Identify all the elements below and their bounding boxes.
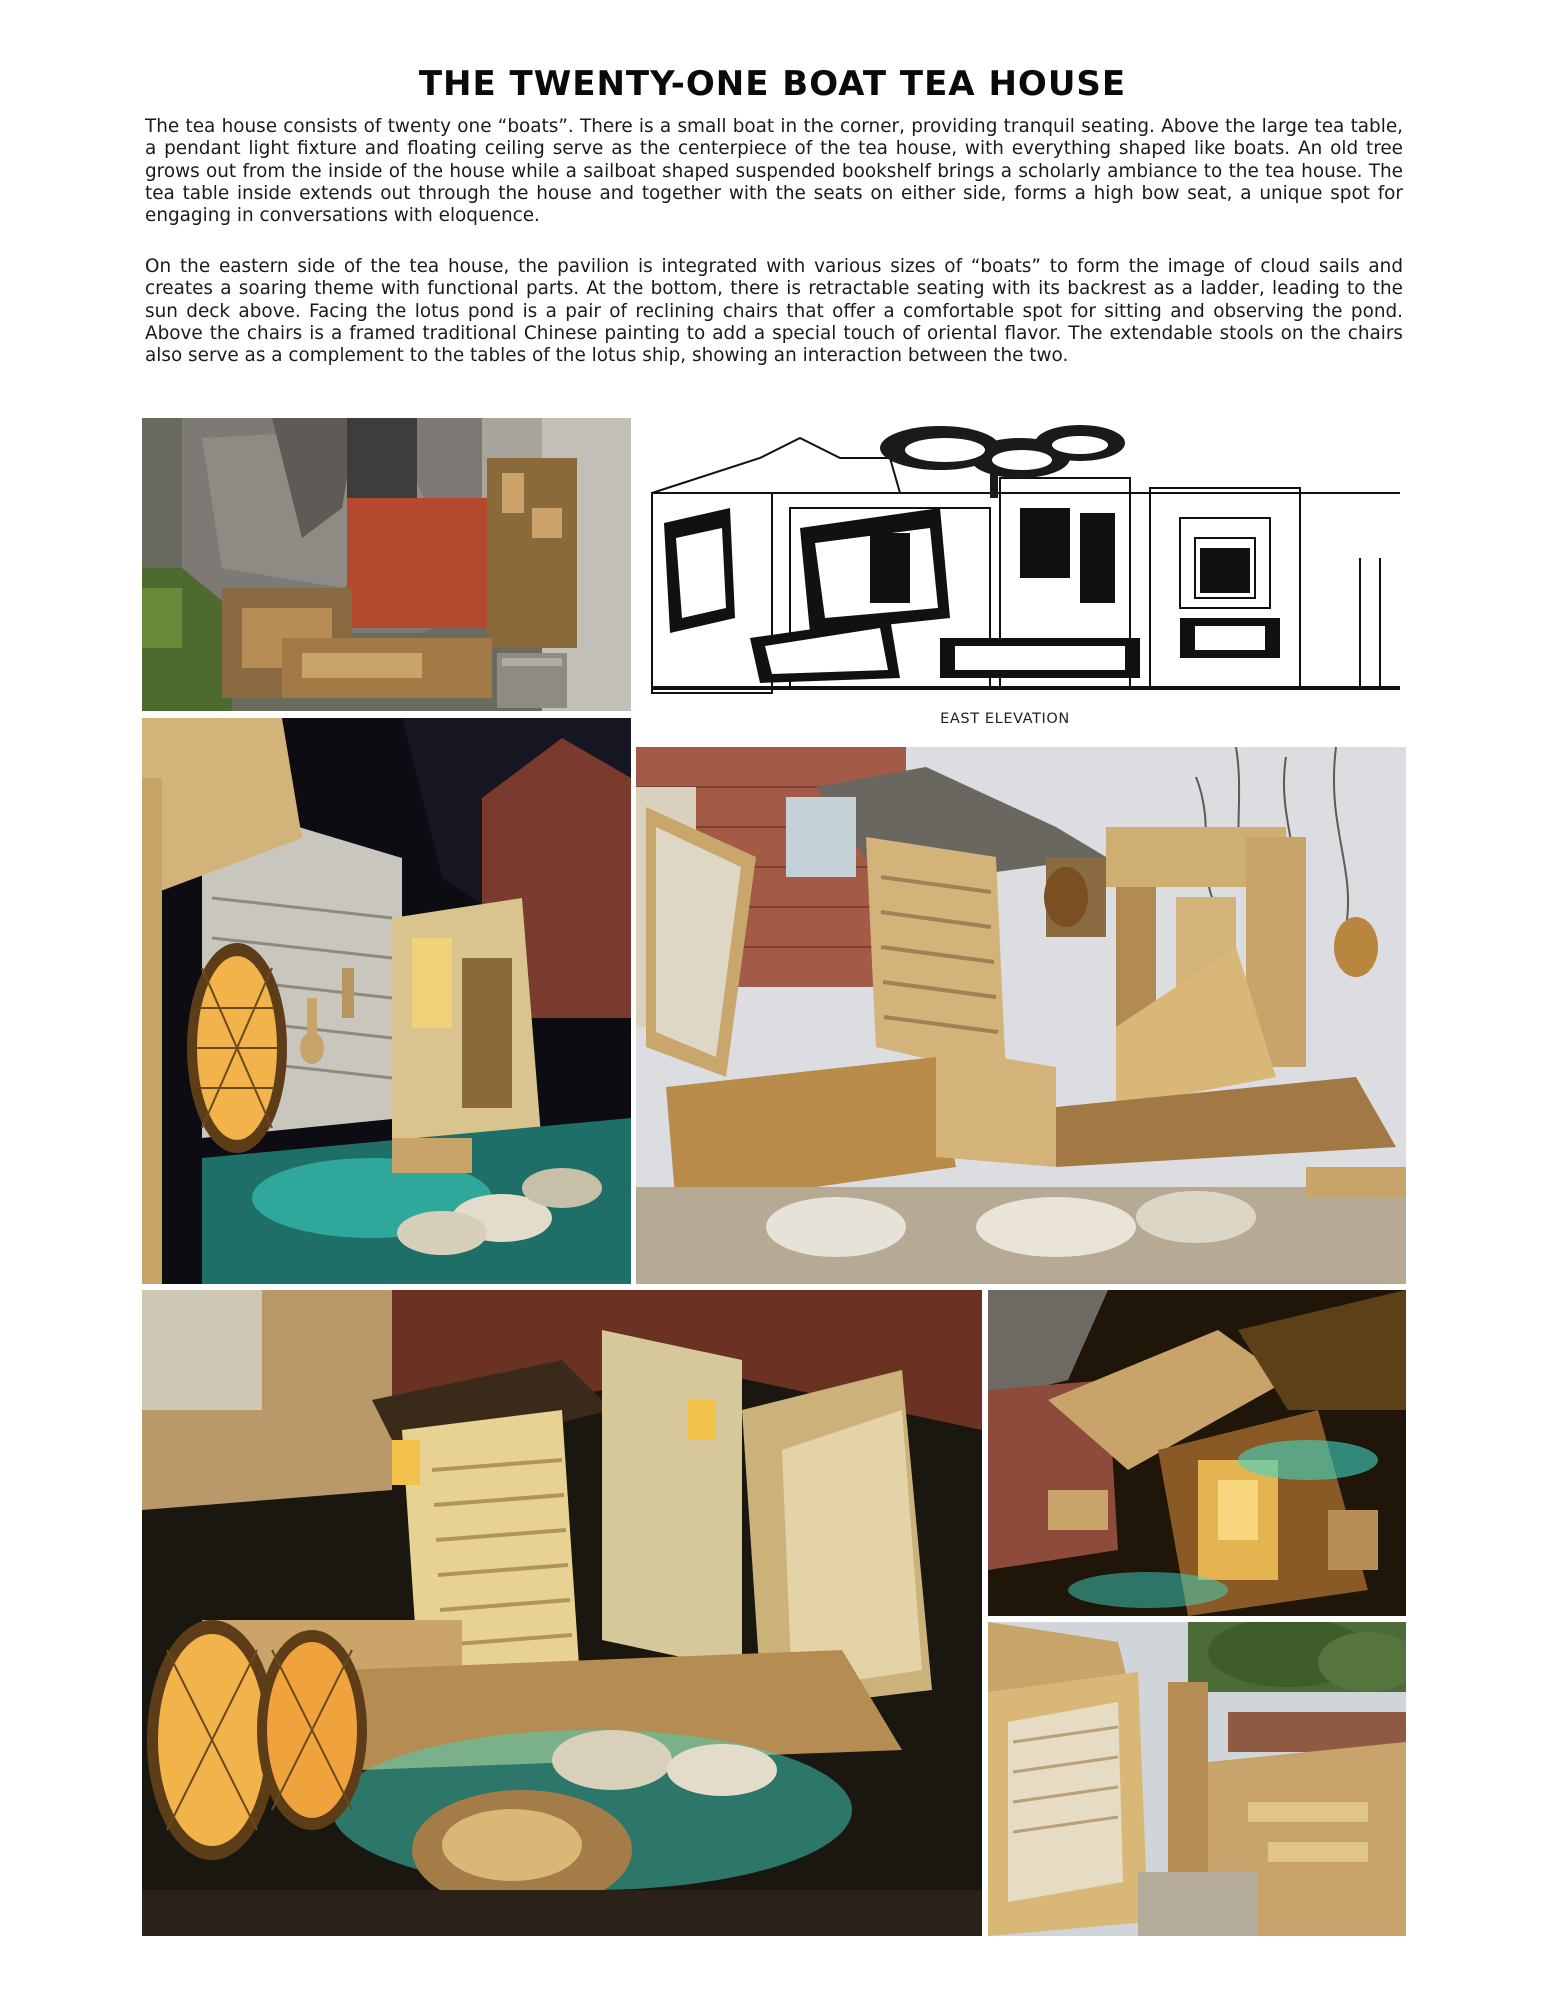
page-title: THE TWENTY-ONE BOAT TEA HOUSE xyxy=(418,64,1127,104)
aerial-site-image xyxy=(142,418,631,711)
night-teahouse-image xyxy=(142,1290,982,1936)
daytime-wide-photo xyxy=(988,1622,1406,1936)
night-lantern-image xyxy=(142,718,631,1284)
elevation-caption: EAST ELEVATION xyxy=(940,711,1070,727)
east-side-paragraph: On the eastern side of the tea house, the pavilion is integrated with various sizes of “boats” to form the image of cloud sails and creates a soaring theme with functional parts. At the bottom, there is retractable seating with its backrest as a ladder, leading to the sun deck above. Facing the lotus pond is a pair of reclining chairs that offer a comfortable spot for sitting and observing the pond. Above the chairs is a framed traditional Chinese painting to add a special touch of oriental flavor. The extendable stools on the chairs also serve as a complement to the tables of the lotus ship, showing an interaction between the two. xyxy=(145,256,1403,367)
night-teahouse-photo xyxy=(142,1290,982,1936)
east-elevation-drawing xyxy=(640,418,1406,711)
elevation-sketch xyxy=(640,418,1406,711)
daytime-pavilion-photo xyxy=(636,747,1406,1284)
daytime-pavilion-image xyxy=(636,747,1406,1284)
intro-paragraph: The tea house consists of twenty one “boats”. There is a small boat in the corner, providing tranquil seating. Above the large tea table, a pendant light fixture and floating ceiling serve as the centerpiece of the tea house, with everything shaped like boats. An old tree grows out from the inside of the house while a sailboat shaped suspended bookshelf brings a scholarly ambiance to the tea house. The tea table inside extends out through the house and together with the seats on either side, forms a high bow seat, a unique spot for engaging in conversations with eloquence. xyxy=(145,116,1403,227)
interior-night-image xyxy=(988,1290,1406,1616)
night-lantern-photo xyxy=(142,718,631,1284)
aerial-site-photo xyxy=(142,418,631,711)
daytime-wide-image xyxy=(988,1622,1406,1936)
interior-night-photo xyxy=(988,1290,1406,1616)
